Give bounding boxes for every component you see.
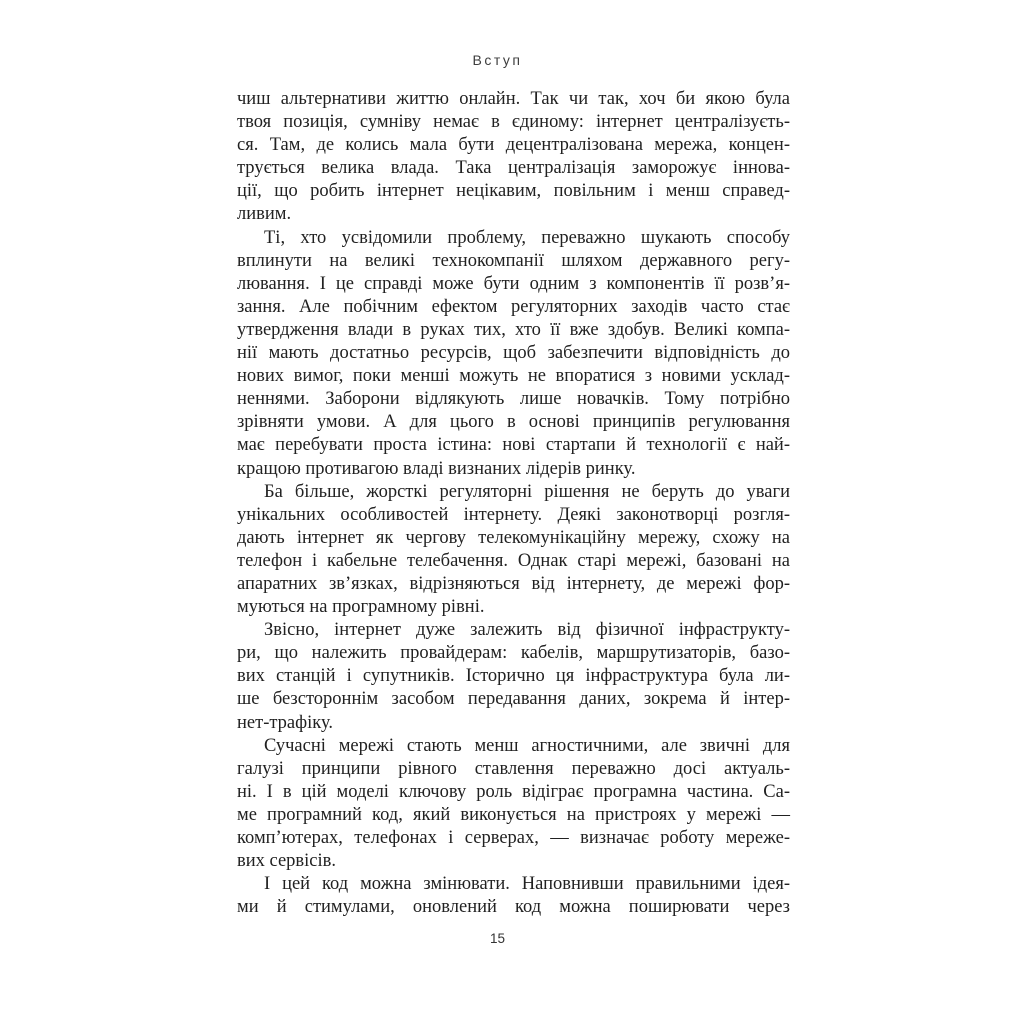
text-line: Ті, хто усвідомили проблему, переважно шукають способу <box>264 227 790 248</box>
text-line: ми й стимулами, оновлений код можна поширювати через <box>237 897 790 918</box>
text-line: неннями. Заборони відлякують лише новачків. Тому потрібно <box>237 389 790 410</box>
text-line: ся. Там, де колись мала бути децентралізована мережа, концен- <box>237 135 790 156</box>
text-line: вплинути на великі технокомпанії шляхом державного регу- <box>237 250 790 271</box>
text-line: нет-трафіку. <box>237 712 334 733</box>
text-line: ливим. <box>237 204 292 225</box>
text-line: трується велика влада. Така централізація заморожує іннова- <box>237 158 790 179</box>
text-line: твоя позиція, сумніву немає в єдиному: інтернет централізуєть- <box>237 112 790 133</box>
text-line: нії мають достатньо ресурсів, щоб забезпечити відповідність до <box>237 343 790 364</box>
text-line: зання. Але побічним ефектом регуляторних заходів часто стає <box>237 296 790 317</box>
text-line: Сучасні мережі стають менш агностичними, але звичні для <box>264 735 790 756</box>
text-line: вих сервісів. <box>237 851 336 872</box>
text-line: ше безстороннім засобом передавання даних, зокрема й інтер- <box>237 689 790 710</box>
text-line: муються на програмному рівні. <box>237 597 485 618</box>
text-line: має перебувати проста істина: нові стартапи й технології є най- <box>237 435 790 456</box>
running-header: Вступ <box>472 52 523 68</box>
text-line: ні. І в цій моделі ключову роль відіграє програмна частина. Са- <box>237 781 790 802</box>
text-line: ри, що належить провайдерам: кабелів, маршрутизаторів, базо- <box>237 643 790 664</box>
text-line: І цей код можна змінювати. Наповнивши правильними ідея- <box>264 874 790 895</box>
text-line: вих станцій і супутників. Історично ця інфраструктура була ли- <box>237 666 790 687</box>
text-line: ме програмний код, який виконується на пристроях у мережі — <box>237 804 790 825</box>
body-text <box>237 88 790 919</box>
text-line: нових вимог, поки менші можуть не впоратися з новими усклад- <box>237 366 790 387</box>
text-line: лювання. І це справді може бути одним з компонентів її розв’я- <box>237 273 790 294</box>
text-line: телефон і кабельне телебачення. Однак старі мережі, базовані на <box>237 550 790 571</box>
text-line: галузі принципи рівного ставлення переважно досі актуаль- <box>237 758 790 779</box>
text-line: чиш альтернативи життю онлайн. Так чи так, хоч би якою була <box>237 89 790 109</box>
text-line: кращою противагою владі визнаних лідерів ринку. <box>237 458 636 479</box>
text-line: Ба більше, жорсткі регуляторні рішення не беруть до уваги <box>264 481 790 502</box>
text-line: утвердження влади в руках тих, хто її вже здобув. Великі компа- <box>237 319 790 340</box>
text-line: ції, що робить інтернет нецікавим, повільним і менш справед- <box>237 181 790 202</box>
text-line: Звісно, інтернет дуже залежить від фізичної інфраструкту- <box>264 620 790 641</box>
text-line: комп’ютерах, телефонах і серверах, — визначає роботу мереже- <box>237 828 790 848</box>
page-number: 15 <box>489 931 506 946</box>
text-line: дають інтернет як чергову телекомунікаційну мережу, схожу на <box>237 527 790 548</box>
text-line: унікальних особливостей інтернету. Деякі законотворці розгля- <box>237 504 790 525</box>
text-line: зрівняти умови. А для цього в основі принципів регулювання <box>237 412 790 433</box>
text-line: апаратних зв’язках, відрізняються від інтернету, де мережі фор- <box>237 573 790 594</box>
